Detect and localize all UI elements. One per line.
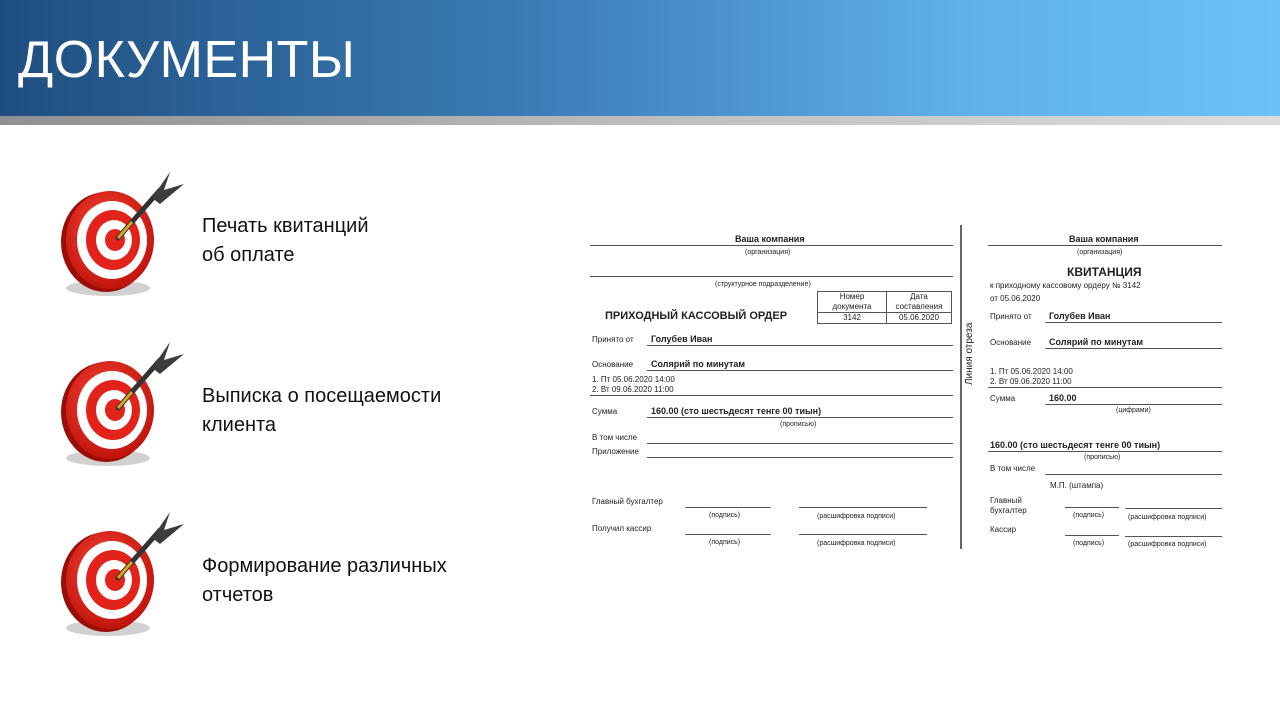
- divider: [988, 451, 1222, 452]
- order-basis-value: Солярий по минутам: [651, 359, 746, 369]
- order-sum-label: Сумма: [592, 407, 618, 416]
- cut-line: [960, 225, 962, 549]
- receipt-visit-2: 2. Вт 09.06.2020 11:00: [990, 377, 1072, 386]
- order-sign-decode-caption: (расшифровка подписи): [817, 513, 896, 520]
- receipt-visit-1: 1. Пт 05.06.2020 14:00: [990, 367, 1073, 376]
- receipt-received-value: Голубев Иван: [1049, 311, 1111, 321]
- divider: [647, 417, 953, 418]
- page-title: ДОКУМЕНТЫ: [18, 31, 356, 89]
- divider: [1045, 404, 1222, 405]
- divider: [1045, 322, 1222, 323]
- order-basis-label: Основание: [592, 360, 634, 369]
- order-received-label: Принято от: [592, 335, 634, 344]
- feature-title-line2: отчетов: [202, 584, 274, 606]
- receipt-words-caption: (прописью): [1084, 454, 1121, 461]
- receipt-company: Ваша компания: [1069, 234, 1139, 244]
- receipt-document: [585, 225, 1230, 555]
- receipt-accountant-label-1: Главный: [990, 496, 1022, 505]
- receipt-digits-caption: (цифрами): [1116, 407, 1151, 414]
- feature-title-line1: Печать квитанций: [202, 215, 369, 237]
- divider: [647, 345, 953, 346]
- receipt-sum-words: 160.00 (сто шестьдесят тенге 00 тиын): [990, 440, 1161, 450]
- order-org-caption: (организация): [745, 249, 791, 256]
- order-visit-2: 2. Вт 09.06.2020 11:00: [592, 385, 674, 394]
- receipt-from-date: от 05.06.2020: [990, 294, 1041, 303]
- feature-item-attendance: [52, 338, 512, 478]
- divider: [988, 245, 1222, 246]
- order-heading: ПРИХОДНЫЙ КАССОВЫЙ ОРДЕР: [605, 310, 788, 322]
- divider: [1125, 536, 1222, 537]
- receipt-cashier-label: Кассир: [990, 525, 1017, 534]
- receipt-stamp: М.П. (штампа): [1050, 481, 1104, 490]
- divider: [1125, 508, 1222, 509]
- order-sign-caption-2: (подпись): [709, 539, 741, 546]
- receipt-including-label: В том числе: [990, 464, 1036, 473]
- target-dart-icon: [52, 168, 192, 308]
- doc-date: 05.06.2020: [887, 313, 952, 324]
- feature-title-line1: Формирование различных: [202, 555, 447, 577]
- divider: [647, 457, 953, 458]
- divider: [799, 507, 927, 508]
- receipt-sum-label: Сумма: [990, 394, 1016, 403]
- order-words-caption: (прописью): [780, 421, 817, 428]
- target-dart-icon: [52, 338, 192, 478]
- receipt-sign-decode-caption: (расшифровка подписи): [1128, 514, 1207, 521]
- order-attachment-label: Приложение: [592, 447, 639, 456]
- order-accountant-label: Главный бухгалтер: [592, 497, 663, 506]
- col-number-header: Номер документа: [818, 292, 887, 313]
- receipt-heading: КВИТАНЦИЯ: [1067, 265, 1142, 279]
- order-received-value: Голубев Иван: [651, 334, 713, 344]
- order-sign-decode-caption-2: (расшифровка подписи): [817, 540, 896, 547]
- col-date-header: Дата составления: [887, 292, 952, 313]
- divider: [647, 370, 953, 371]
- divider: [685, 534, 771, 535]
- order-company: Ваша компания: [735, 234, 805, 244]
- receipt-sign-caption-2: (подпись): [1073, 540, 1105, 547]
- receipt-sign-decode-caption-2: (расшифровка подписи): [1128, 541, 1207, 548]
- doc-number: 3142: [818, 313, 887, 324]
- receipt-to-order: к приходному кассовому ордеру № 3142: [990, 281, 1141, 290]
- divider: [590, 276, 953, 277]
- divider: [590, 395, 953, 396]
- order-sum-value: 160.00 (сто шестьдесят тенге 00 тиын): [651, 406, 822, 416]
- order-sign-caption: (подпись): [709, 512, 741, 519]
- divider: [1065, 507, 1119, 508]
- divider: [988, 387, 1222, 388]
- order-dept-caption: (структурное подразделение): [715, 281, 811, 288]
- receipt-accountant-label-2: бухгалтер: [990, 506, 1027, 515]
- receipt-org-caption: (организация): [1077, 249, 1123, 256]
- order-cashier-label: Получил кассир: [592, 524, 652, 533]
- feature-title-line1: Выписка о посещаемости: [202, 385, 442, 407]
- receipt-basis-label: Основание: [990, 338, 1032, 347]
- divider: [1045, 474, 1222, 475]
- order-number-table: [817, 291, 952, 324]
- divider: [685, 507, 771, 508]
- divider: [590, 245, 953, 246]
- feature-item-receipts: [52, 168, 512, 308]
- feature-title-line2: клиента: [202, 414, 277, 436]
- order-including-label: В том числе: [592, 433, 638, 442]
- receipt-received-label: Принято от: [990, 312, 1032, 321]
- header-stripe: [0, 116, 1280, 125]
- receipt-basis-value: Солярий по минутам: [1049, 337, 1144, 347]
- divider: [1065, 535, 1119, 536]
- cut-line-label: Линия отреза: [964, 322, 975, 385]
- divider: [1045, 348, 1222, 349]
- target-dart-icon: [52, 508, 192, 648]
- feature-title-line2: об оплате: [202, 244, 295, 266]
- divider: [647, 443, 953, 444]
- order-visit-1: 1. Пт 05.06.2020 14:00: [592, 375, 675, 384]
- receipt-sign-caption: (подпись): [1073, 512, 1105, 519]
- divider: [799, 534, 927, 535]
- receipt-sum-value: 160.00: [1049, 393, 1077, 403]
- feature-item-reports: [52, 508, 512, 648]
